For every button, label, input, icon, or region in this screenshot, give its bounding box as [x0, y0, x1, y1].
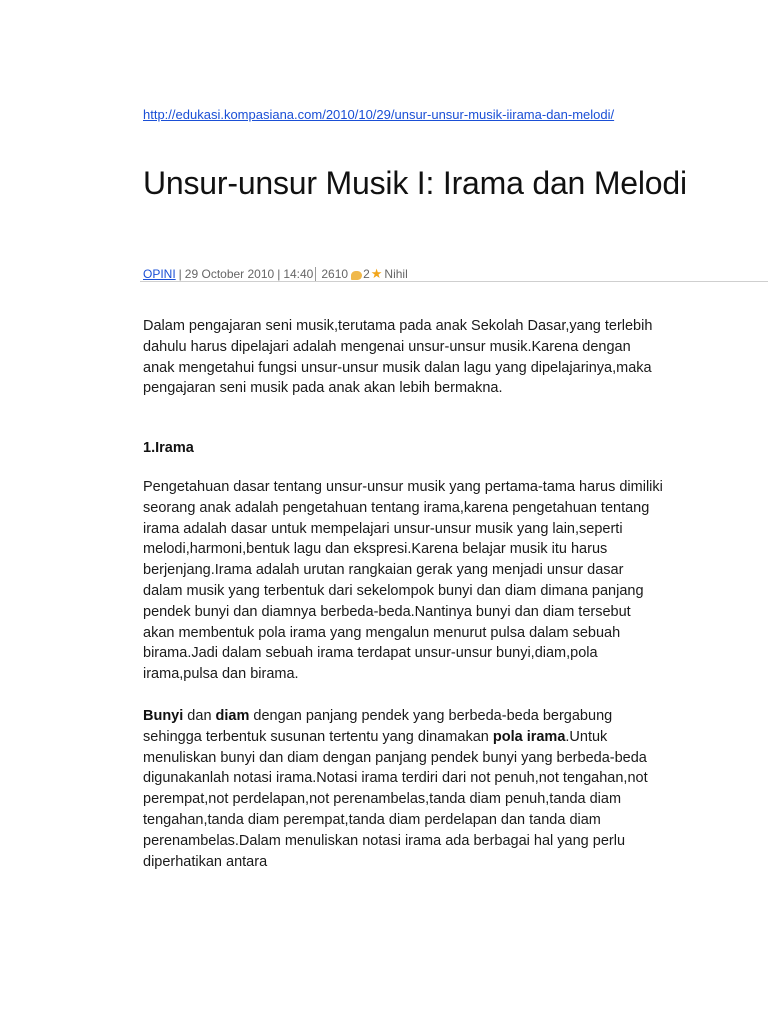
bold-term-diam: diam [215, 708, 250, 724]
paragraph-text: .Untuk menuliskan bunyi dan diam dengan panjang pendek bunyi yang berbeda-beda digunakanlah notasi irama.Notasi irama terdiri dari not penuh,not tengahan,not perempat,not perdelapan,not perenambelas,tanda diam penuh,tanda diam tengahan,tanda diam perempat,tanda diam perdelapan dan tanda diam perenambelas.Dalam menuliskan notasi irama ada berbagai hal yang perlu diperhatikan antara [143, 728, 648, 870]
bunyi-diam-paragraph [143, 706, 663, 872]
section-heading-irama: 1.Irama [143, 440, 194, 456]
category-link[interactable]: OPINI [143, 267, 176, 281]
article-title: Unsur-unsur Musik I: Irama dan Melodi [143, 165, 687, 201]
bold-term-pola-irama: pola irama [492, 728, 566, 745]
article-meta [143, 266, 408, 282]
comment-count: 2 [363, 267, 370, 281]
intro-paragraph: Dalam pengajaran seni musik,terutama pada anak Sekolah Dasar,yang terlebih dahulu harus dipelajari adalah mengenai unsur-unsur musik.Karena dengan anak mengetahui fungsi unsur-unsur musik dalan lagu yang dipelajarinya,maka pengajaran seni musik pada anak akan lebih bermakna. [143, 318, 653, 397]
source-url-link[interactable]: http://edukasi.kompasiana.com/2010/10/29/unsur-unsur-musik-iirama-dan-melodi/ [143, 107, 615, 122]
star-icon: ★ [370, 266, 383, 281]
paragraph-text: dengan panjang pendek yang berbeda-beda bergabung sehingga terbentuk susunan tertentu yang dinamakan [143, 708, 613, 745]
article-time: 14:40 [283, 267, 314, 281]
bold-term-bunyi: Bunyi [143, 708, 184, 724]
rating-value: Nihil [384, 267, 408, 281]
meta-separator: | [277, 267, 281, 281]
meta-divider-line [140, 281, 768, 282]
irama-paragraph: Pengetahuan dasar tentang unsur-unsur musik yang pertama-tama harus dimiliki seorang anak adalah pengetahuan tentang irama,karena pengetahuan tentang irama adalah dasar untuk mempelajari unsur-unsur musik yang lain,seperti melodi,harmoni,bentuk lagu dan ekspresi.Karena belajar musik itu harus berjenjang.Irama adalah urutan rangkaian gerak yang menjadi unsur dasar dalam musik yang terbentuk dari sekelompok bunyi dan diam dimana panjang pendek bunyi dan diamnya berbeda-beda.Nantinya bunyi dan diam tersebut akan membentuk pola irama yang mengalun menurut pulsa dalam sebuah birama.Jadi dalam sebuah irama terdapat unsur-unsur bunyi,diam,pola irama,pulsa dan birama. [143, 479, 663, 683]
meta-divider [315, 267, 316, 281]
article-date: 29 October 2010 [184, 267, 275, 281]
paragraph-text: dan [183, 708, 216, 724]
comment-icon [351, 271, 362, 280]
view-count: 2610 [321, 267, 349, 281]
meta-separator: | [178, 267, 182, 281]
